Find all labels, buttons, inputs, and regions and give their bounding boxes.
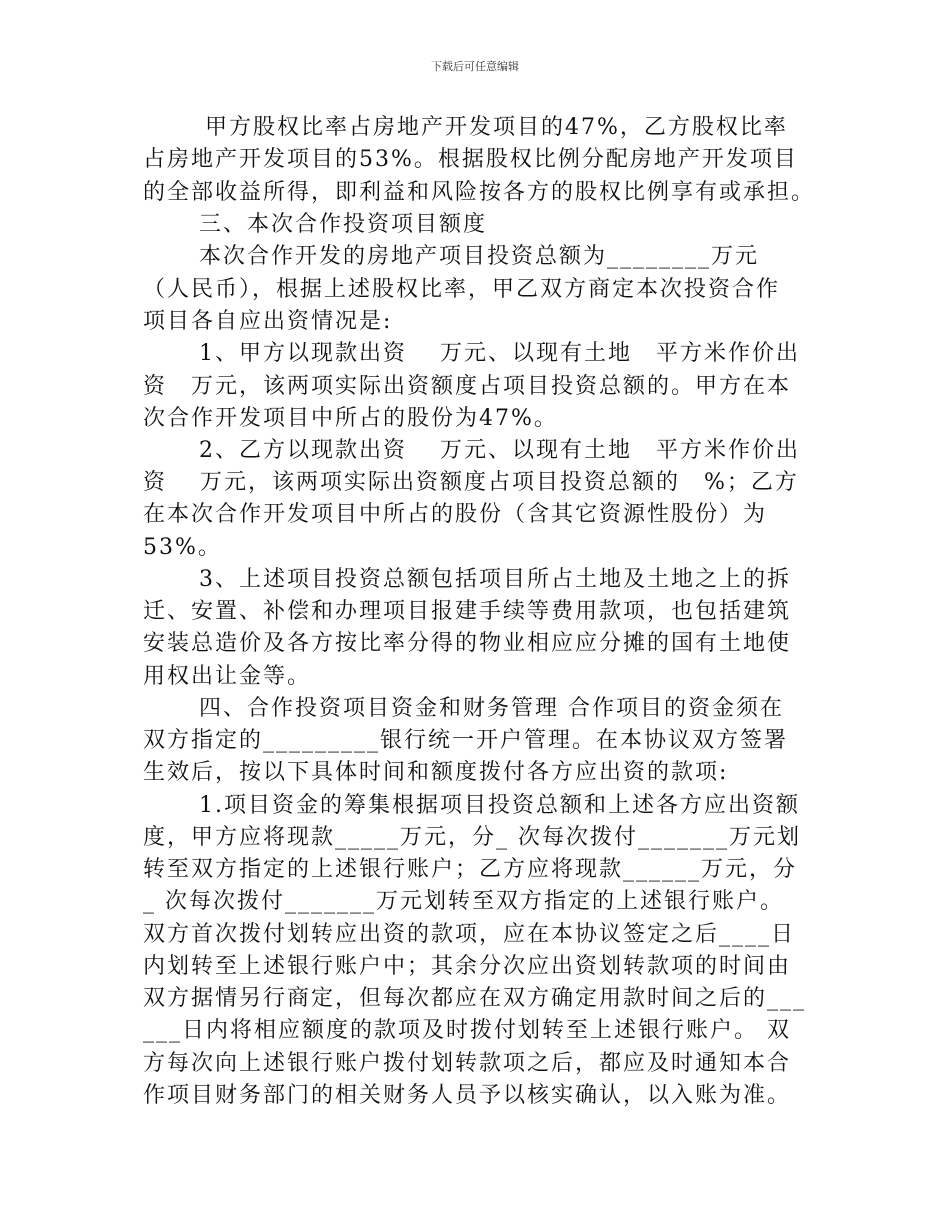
text-line: 双方首次拨付划转应出资的款项，应在本协议签定之后____日	[143, 922, 796, 947]
text-line: 资 万元，该两项实际出资额度占项目投资总额的。甲方在本	[143, 374, 792, 399]
text-line: 双方指定的_________银行统一开户管理。在本协议双方签署	[143, 728, 789, 753]
text-line: 方每次向上述银行账户拨付划转款项之后，都应及时通知本合	[143, 1051, 792, 1076]
text-line: 资 万元，该两项实际出资额度占项目投资总额的 %；乙方	[143, 470, 799, 495]
text-line: 2、乙方以现款出资 万元、以现有土地 平方米作价出	[199, 438, 800, 463]
text-line: 53%。	[143, 535, 222, 560]
text-line: 双方据情另行商定，但每次都应在双方确定用款时间之后的___	[143, 986, 807, 1011]
page-header: 下载后可任意编辑	[431, 60, 519, 73]
text-line: 度，甲方应将现款_____万元，分_ 次每次拨付_______万元划	[143, 825, 801, 850]
text-line: 次合作开发项目中所占的股份为47%。	[143, 406, 558, 431]
text-line: _ 次每次拨付_______万元划转至双方指定的上述银行账户。	[143, 889, 784, 914]
text-line: 在本次合作开发项目中所占的股份（含其它资源性股份）为	[143, 502, 768, 527]
text-line: 甲方股权比率占房地产开发项目的47%，乙方股权比率	[205, 115, 788, 140]
text-line: 三、本次合作投资项目额度	[199, 212, 488, 237]
text-line: ___日内将相应额度的款项及时拨付划转至上述银行账户。 双	[143, 1018, 791, 1043]
text-line: （人民币），根据上述股权比率，甲乙双方商定本次投资合作	[143, 277, 781, 302]
text-line: 作项目财务部门的相关财务人员予以核实确认，以入账为准。	[143, 1083, 792, 1108]
text-line: 四、合作投资项目资金和财务管理 合作项目的资金须在	[199, 696, 784, 721]
text-line: 占房地产开发项目的53%。根据股权比例分配房地产开发项目	[143, 147, 798, 172]
text-line: 3、上述项目投资总额包括项目所占土地及土地之上的拆	[199, 567, 791, 592]
text-line: 生效后，按以下具体时间和额度拨付各方应出资的款项:	[143, 760, 729, 785]
text-line: 用权出让金等。	[143, 664, 312, 689]
text-line: 本次合作开发的房地产项目投资总额为________万元	[199, 244, 760, 269]
text-line: 的全部收益所得，即利益和风险按各方的股权比例享有或承担。	[143, 180, 816, 205]
text-line: 转至双方指定的上述银行账户；乙方应将现款______万元，分	[143, 857, 798, 882]
text-line: 项目各自应出资情况是:	[143, 309, 393, 334]
text-line: 安装总造价及各方按比率分得的物业相应应分摊的国有土地使	[143, 631, 792, 656]
text-line: 1.项目资金的筹集根据项目投资总额和上述各方应出资额	[199, 793, 800, 818]
text-line: 内划转至上述银行账户中；其余分次应出资划转款项的时间由	[143, 954, 792, 979]
text-line: 1、甲方以现款出资 万元、以现有土地 平方米作价出	[199, 341, 800, 366]
text-line: 迁、安置、补偿和办理项目报建手续等费用款项，也包括建筑	[143, 599, 792, 624]
